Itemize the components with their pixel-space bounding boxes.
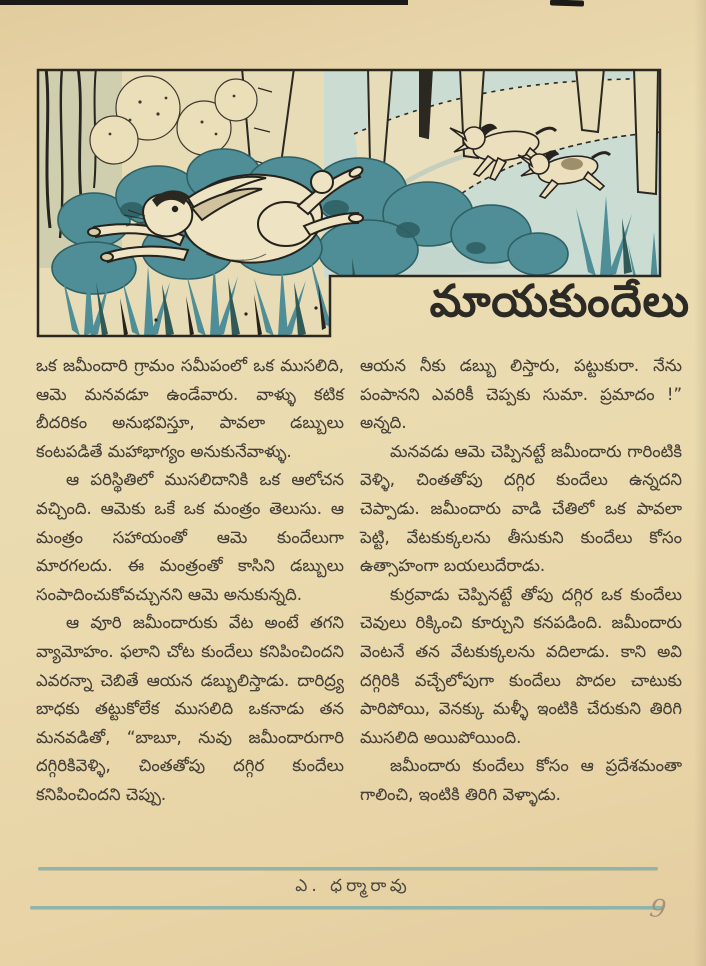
paragraph: మనవడు ఆమె చెప్పినట్టే జమీందారు గారింటికి వెళ్ళి, చింతతోపు దగ్గిర కుందేలు ఉన్నదని చెప్పాడు. జమీందారు వాడి చేతిలో ఒక పావలా పెట్టి, వేటకుక్కలను తీసుకుని కుందేలు కోసం ఉత్సాహంగా బయలుదేరాడు. bbox=[360, 441, 682, 576]
paragraph: ఆ వూరి జమీందారుకు వేట అంటే తగని వ్యామోహం. ఫలాని చోట కుందేలు కనిపించిందని ఎవరన్నా చెబితే ఆయన డబ్బులిస్తాడు. దారిద్ర్య బాధకు తట్టుకోలేక ముసలిది ఒకనాడు తన మనవడితో, “బాబూ, నువు జమీందారుగారి దగ్గిరికివెళ్ళి, చింతతోపు దగ్గిర కుందేలు కనిపించిందని చెప్పు. bbox=[36, 613, 344, 804]
page-edge-shadow bbox=[694, 0, 706, 966]
scan-artifact-top-right bbox=[550, 0, 584, 7]
author-name: ఎ. ధర్మారావు bbox=[295, 876, 411, 896]
story-text bbox=[36, 352, 682, 858]
footer-rule-bottom bbox=[30, 906, 662, 909]
paragraph: ఆ పరిస్థితిలో ముసలిదానికి ఒక ఆలోచన వచ్చింది. ఆమెకు ఒకే ఒక మంత్రం తెలుసు. ఆ మంత్రం సహాయంతో ఆమె కుందేలుగా మారగలదు. ఈ మంత్రంతో కాసిని డబ్బులు సంపాదించుకోవచ్చునని ఆమె అనుకున్నది. bbox=[36, 470, 344, 604]
paragraph: ఒక జమీందారి గ్రామం సమీపంలో ఒక ముసలిది, ఆమె మనవడూ ఉండేవారు. వాళ్ళు కటిక బీదరికం అనుభవిస్తూ, పావలా డబ్బులు కంటపడితే మహాభాగ్యం అనుకునేవాళ్ళు. bbox=[36, 356, 344, 461]
left-column bbox=[36, 352, 344, 858]
footer-rule-top bbox=[38, 867, 658, 870]
paragraph: ఆయన నీకు డబ్బు లిస్తారు, పట్టుకురా. నేను పంపానని ఎవరికీ చెప్పకు సుమా. ప్రమాదం !” అన్నది. bbox=[360, 356, 682, 433]
handwritten-page-number: 9 bbox=[647, 892, 669, 925]
paragraph: కుర్రవాడు చెప్పినట్టే తోపు దగ్గిర ఒక కుందేలు చెవులు రిక్కించి కూర్చుని కనపడింది. జమీందారు వెంటనే తన వేటకుక్కలను వదిలాడు. కాని అవి దగ్గిరికి వచ్చేలోపుగా కుందేలు పొదల చాటుకు పారిపోయి, వెనక్కు మళ్ళీ ఇంటికి చేరుకుని తిరిగి ముసలిది అయిపోయింది. bbox=[360, 584, 682, 747]
paragraph: జమీందారు కుందేలు కోసం ఆ ప్రదేశమంతా గాలించి, ఇంటికి తిరిగి వెళ్ళాడు. bbox=[360, 756, 682, 804]
right-column bbox=[360, 352, 682, 858]
scan-artifact-top-left bbox=[0, 0, 408, 5]
story-title: మాయకుందేలు bbox=[429, 276, 690, 327]
